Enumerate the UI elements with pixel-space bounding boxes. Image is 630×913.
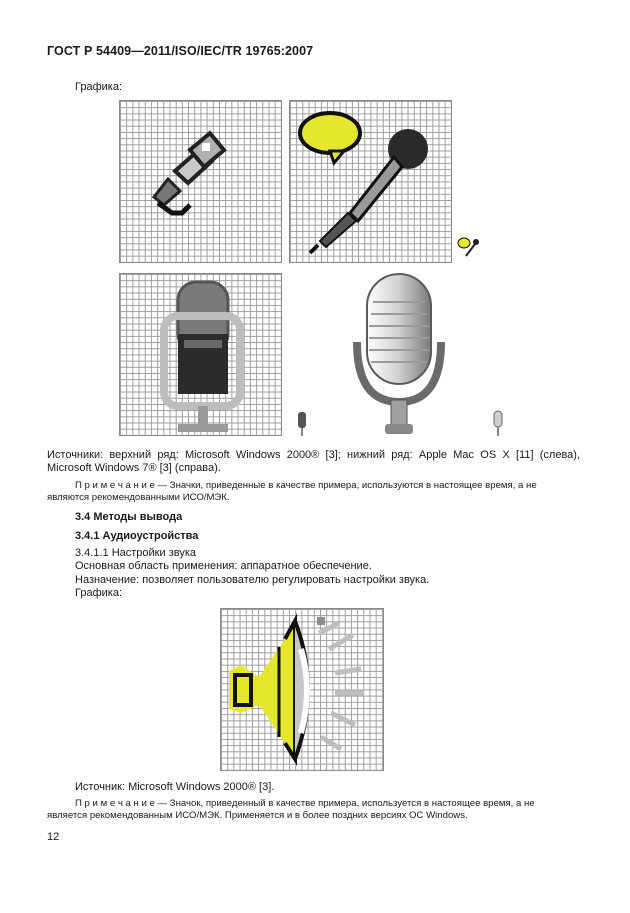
purpose-text: Назначение: позволяет пользователю регулировать настройки звука. (75, 574, 430, 586)
microphone-bubble-icon-grid (289, 100, 452, 263)
microphone-mac-tiny-icon (296, 410, 308, 440)
heading-3-4-1: 3.4.1 Аудиоустройства (75, 530, 199, 542)
graphics-label-2: Графика: (75, 587, 122, 599)
microphone-bubble-icon (290, 101, 453, 264)
microphone-mac-icon (120, 274, 283, 437)
note-label: П р и м е ч а н и е (75, 480, 155, 491)
microphone-win7-icon (345, 272, 449, 438)
page-number: 12 (47, 831, 60, 843)
scope-text: Основная область применения: аппаратное обеспечение. (75, 560, 372, 572)
note-2-line1 (75, 798, 580, 809)
note-1-line2: являются рекомендованными ИСО/МЭК. (47, 492, 230, 503)
microphone-tiny-icon (456, 236, 482, 260)
document-header: ГОСТ Р 54409—2011/ISO/IEC/TR 19765:2007 (47, 44, 314, 58)
note-2-label: П р и м е ч а н и е (75, 798, 155, 809)
heading-3-4: 3.4 Методы вывода (75, 511, 183, 523)
source-text-speaker: Источник: Microsoft Windows 2000® [3]. (75, 781, 275, 793)
microphone-mac-icon-grid (119, 273, 282, 436)
note-2-text: — Значок, приведенный в качестве примера, используется в настоящее время, а не (154, 798, 535, 809)
microphone-small-icon-grid (119, 100, 282, 263)
note-2-line2: является рекомендованным ИСО/МЭК. Применяется и в более поздних версиях ОС Windows. (47, 810, 468, 821)
item-3-4-1-1: 3.4.1.1 Настройки звука (75, 547, 197, 559)
microphone-small-icon (120, 101, 283, 264)
note-text: — Значки, приведенные в качестве примера, используются в настоящее время, а не (154, 480, 537, 491)
microphone-win7-tiny-icon (492, 410, 504, 440)
speaker-icon-grid (220, 608, 384, 771)
speaker-icon (221, 609, 385, 772)
sources-text-line2: Microsoft Windows 7® [3] (справа). (47, 462, 221, 474)
sources-text-line1: Источники: верхний ряд: Microsoft Windows 2000® [3]; нижний ряд: Apple Mac OS X [11] (слева), (47, 449, 580, 461)
graphics-label: Графика: (75, 81, 122, 93)
note-1-line1 (75, 480, 580, 491)
